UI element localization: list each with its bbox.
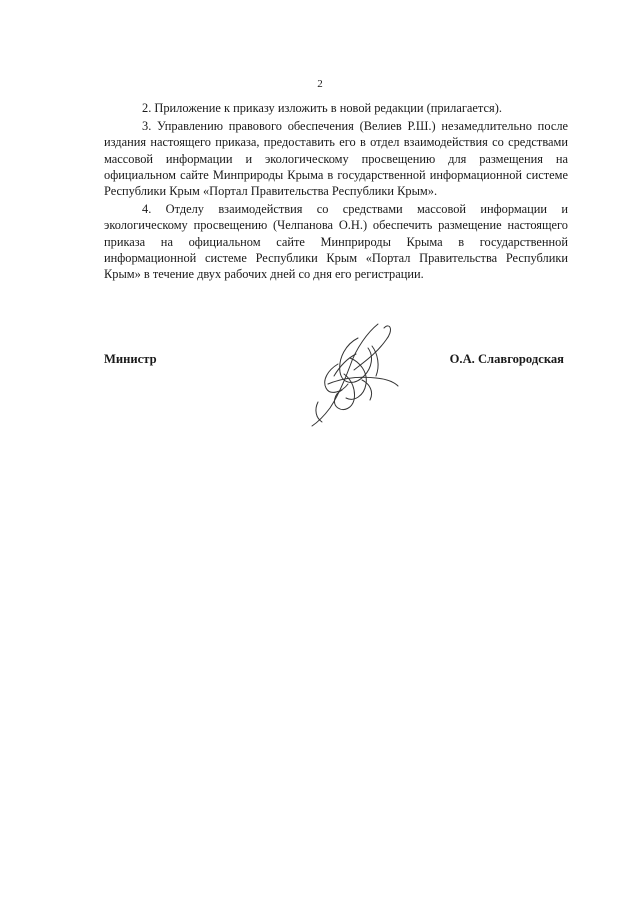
paragraph-2: 2. Приложение к приказу изложить в новой редакции (прилагается). (142, 101, 502, 115)
paragraph-3: 3. Управлению правового обеспечения (Велиев Р.Ш.) незамедлительно после издания настоящего приказа, предоставить его в отдел взаимодействия со средствами массовой информации и экологическому просвещению для размещения на официальном сайте Минприроды Крыма в государственной информационной системе Республики Крым «Портал Правительства Республики Крым». (104, 119, 568, 199)
signatory-title: Министр (104, 352, 157, 366)
paragraph-4: 4. Отделу взаимодействия со средствами массовой информации и экологическому просвещению (Челпанова О.Н.) обеспечить размещение настоящего приказа на официальном сайте Минприроды Крыма в государственной информационной системе Республики Крым «Портал Правительства Республики Крым» в течение двух рабочих дней со дня его регистрации. (104, 202, 568, 282)
page-number: 2 (317, 78, 323, 90)
signatory-name: О.А. Славгородская (449, 352, 564, 366)
handwritten-signature (298, 318, 418, 430)
document-body (104, 100, 568, 282)
